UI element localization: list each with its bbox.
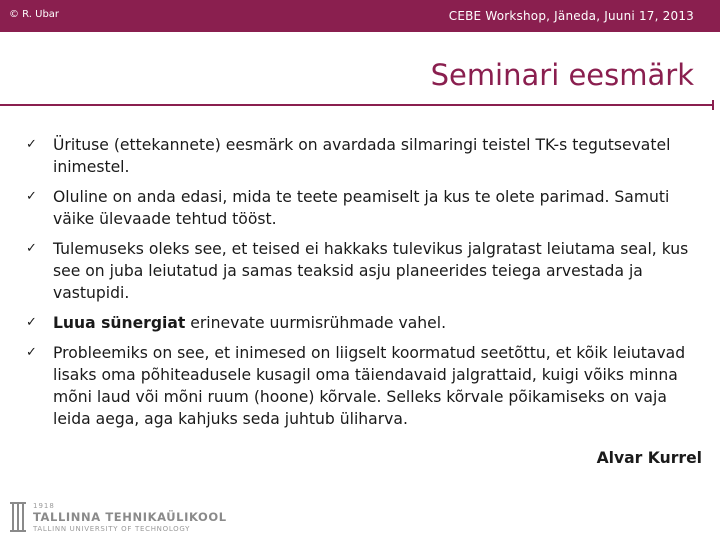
bullet-item xyxy=(26,134,706,178)
title-divider xyxy=(0,104,712,106)
bullet-item xyxy=(26,342,706,430)
check-icon: ✓ xyxy=(26,189,37,204)
copyright-label: © R. Ubar xyxy=(9,9,60,20)
bullet-text: Probleemiks on see, et inimesed on liigselt koormatud seetõttu, et kõik leiutavad lisaks oma põhiteadusele kusagil oma täiendavaid jalgrattaid, kuigi võiks minna mõni laud või mõni ruum (hoone) kõrvale. Selleks kõrvale põikamiseks on vaja leida aega, aga kahjuks seda juhtub üliharva. xyxy=(53,344,686,428)
check-icon: ✓ xyxy=(26,241,37,256)
check-icon: ✓ xyxy=(26,137,37,152)
bullet-text: Tulemuseks oleks see, et teised ei hakkaks tulevikus jalgratast leiutama seal, kus see on juba leiutatud ja samas teaksid asju planeerides teiega arvestada ja vastupidi. xyxy=(53,240,689,302)
author-name: Alvar Kurrel xyxy=(596,449,702,467)
bullet-text: Oluline on anda edasi, mida te teete peamiselt ja kus te olete parimad. Samuti väike ülevaade tehtud tööst. xyxy=(53,188,670,228)
title-divider-end xyxy=(712,100,714,110)
bullet-bold-text: Luua sünergiat xyxy=(53,314,186,332)
bullet-text: erinevate uurmisrühmade vahel. xyxy=(185,314,447,332)
slide-title: Seminari eesmärk xyxy=(430,58,694,92)
bullet-item xyxy=(26,186,706,230)
logo-name: TALLINNA TEHNIKAÜLIKOOL xyxy=(33,510,227,524)
bullet-text: Ürituse (ettekannete) eesmärk on avardada silmaringi teistel TK-s tegutsevatel inimestel. xyxy=(53,136,671,176)
bullet-item xyxy=(26,238,706,304)
bullet-list xyxy=(26,134,706,438)
check-icon: ✓ xyxy=(26,345,37,360)
bullet-item xyxy=(26,312,706,334)
logo-year: 1918 xyxy=(33,502,55,510)
check-icon: ✓ xyxy=(26,315,37,330)
event-label: CEBE Workshop, Jäneda, Juuni 17, 2013 xyxy=(448,9,694,23)
logo-english-name: TALLINN UNIVERSITY OF TECHNOLOGY xyxy=(33,525,191,533)
header-bar xyxy=(0,0,720,32)
